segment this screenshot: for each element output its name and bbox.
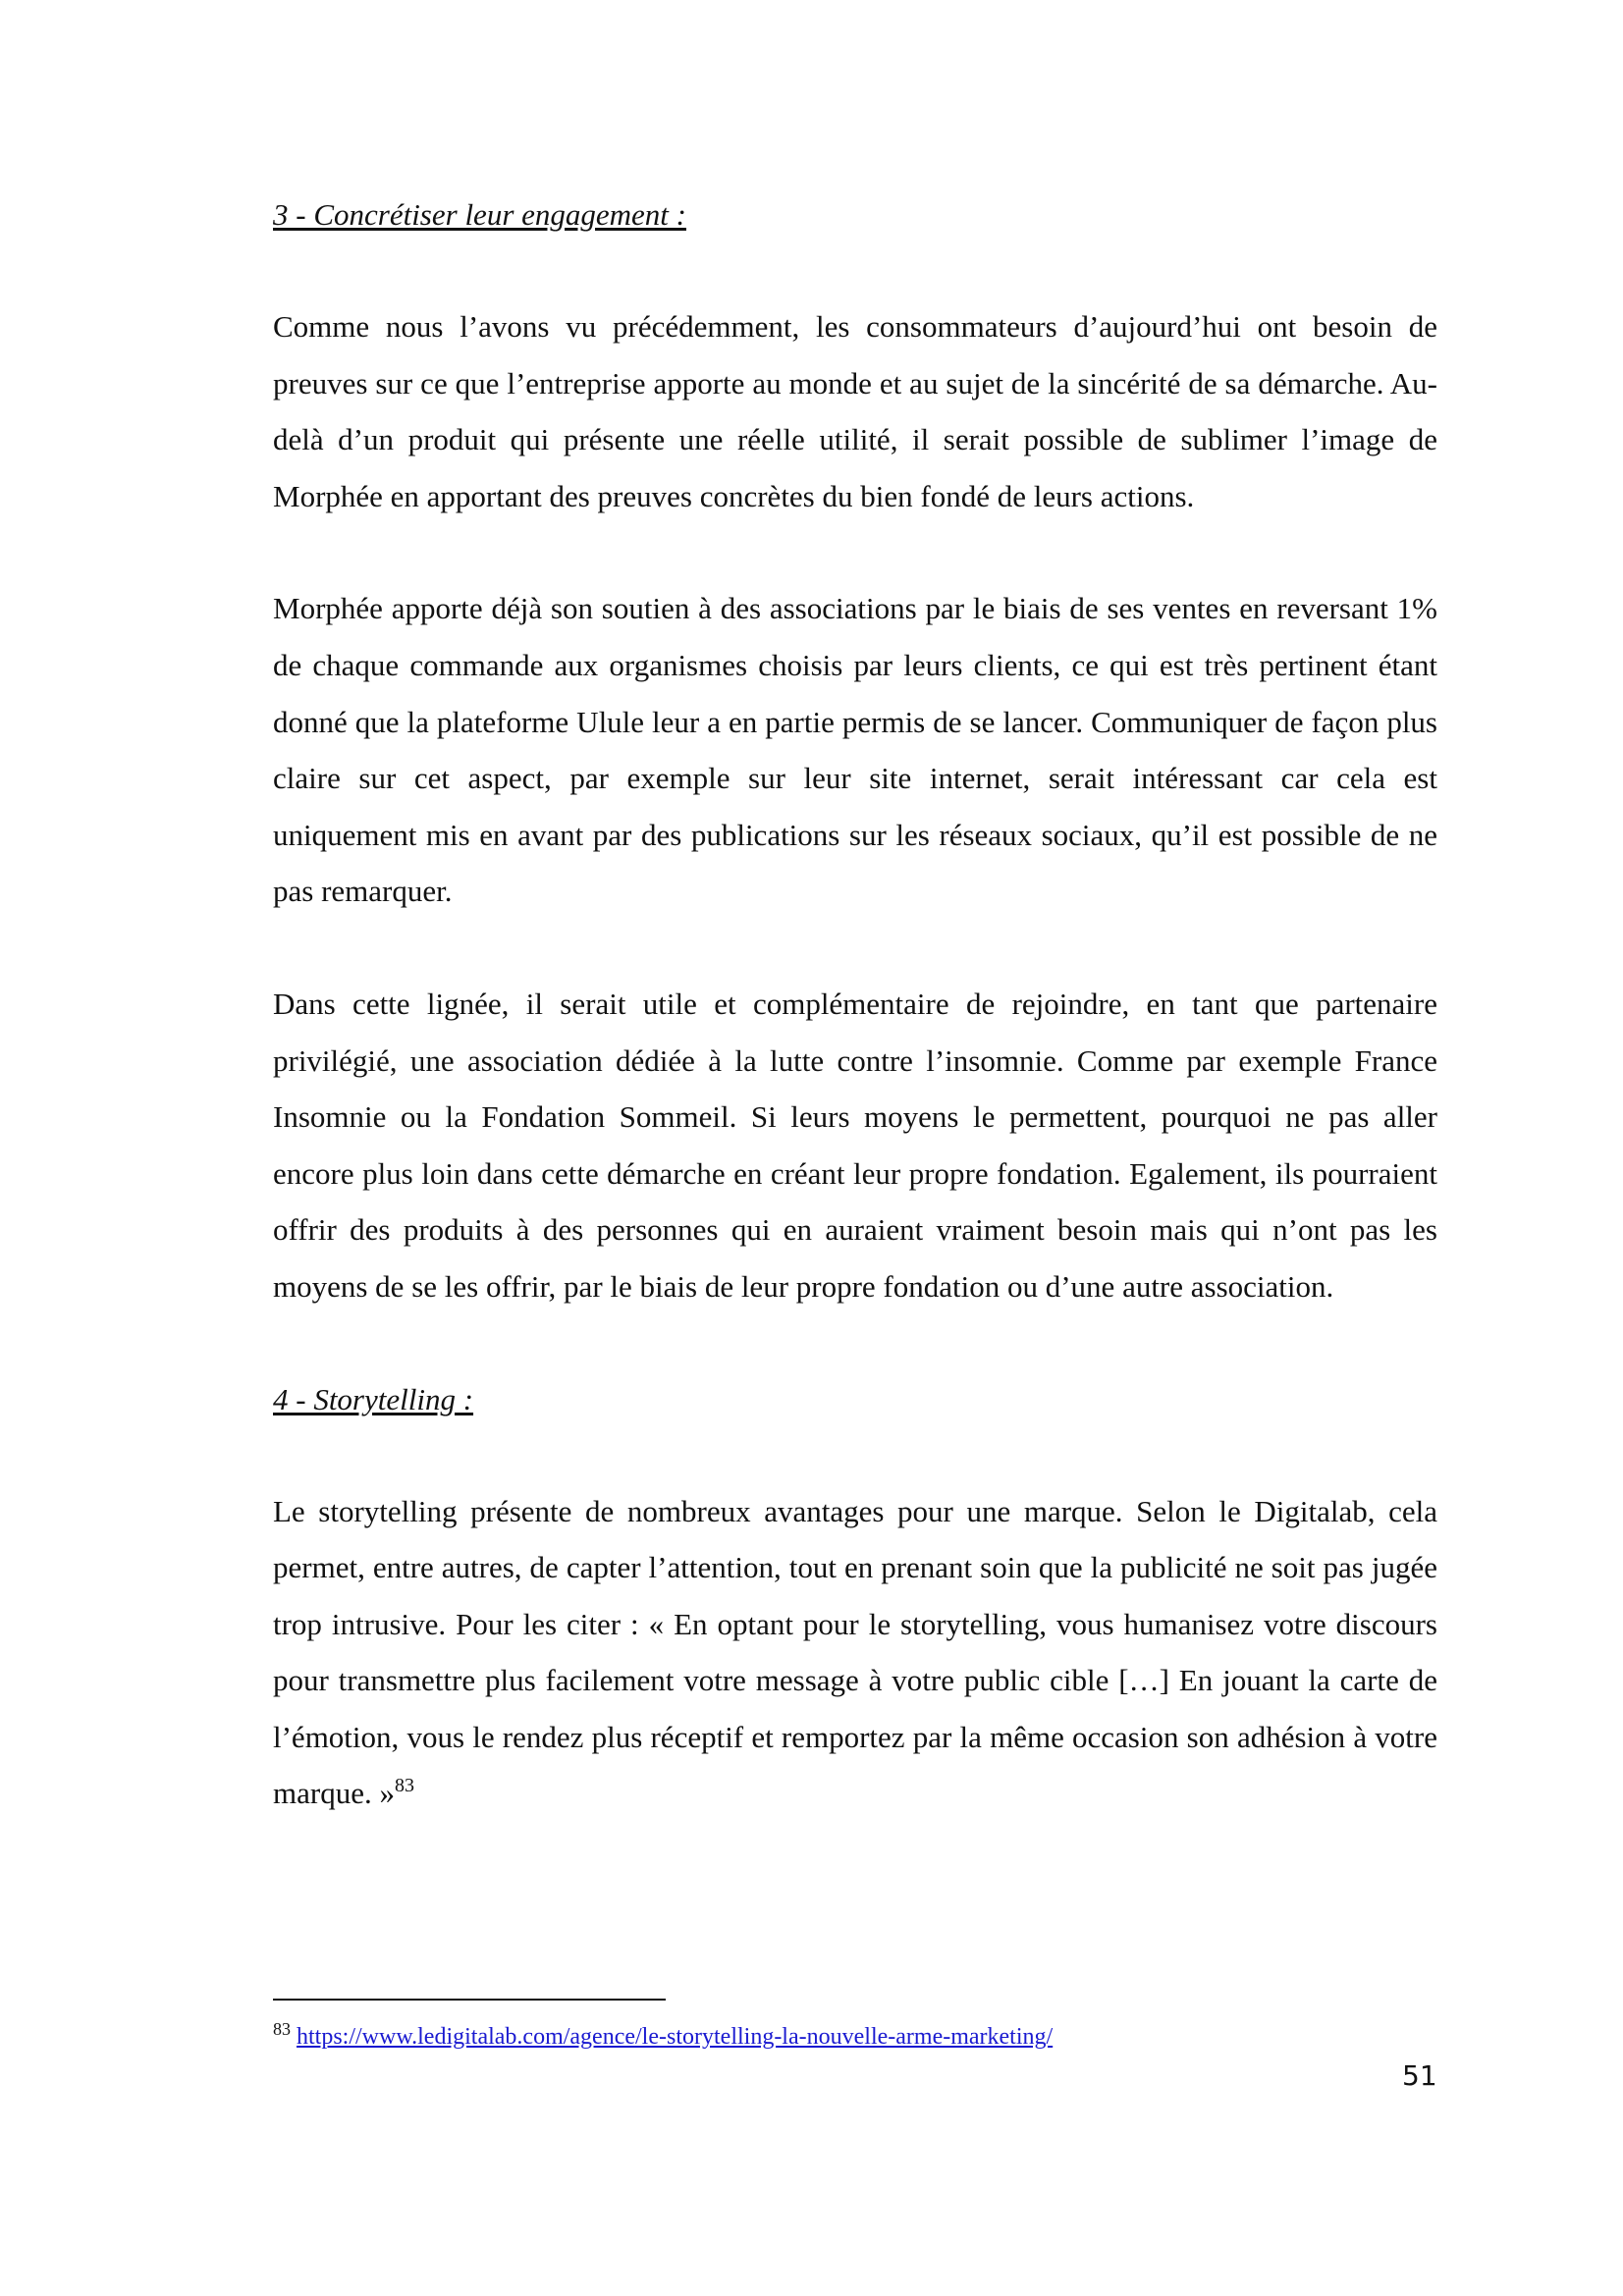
section-heading-storytelling: 4 - Storytelling : — [273, 1381, 474, 1416]
footnote-number: 83 — [273, 2019, 291, 2039]
footnote-link[interactable]: https://www.ledigitalab.com/agence/le-storytelling-la-nouvelle-arme-marketing/ — [297, 2024, 1054, 2050]
footnote-divider — [273, 1999, 666, 2001]
footnote-reference[interactable]: 83 — [394, 1775, 414, 1797]
paragraph: Comme nous l’avons vu précédemment, les consommateurs d’aujourd’hui ont besoin de preuves sur ce que l’entreprise apporte au monde et au sujet de la sincérité de sa démarche. Au-delà d’un produit qui présente une réelle utilité, il serait possible de sublimer l’image de Morphée en apportant des preuves concrètes du bien fondé de leurs actions. — [273, 309, 1437, 513]
footnote — [273, 2019, 1054, 2052]
paragraph-storytelling — [273, 1483, 1437, 1823]
page-number: 51 — [1402, 2059, 1437, 2092]
section-heading-concretiser: 3 - Concrétiser leur engagement : — [273, 197, 686, 232]
paragraph: Morphée apporte déjà son soutien à des associations par le biais de ses ventes en reversant 1% de chaque commande aux organismes choisis par leurs clients, ce qui est très pertinent étant donné que la plateforme Ulule leur a en partie permis de se lancer. Communiquer de façon plus claire sur cet aspect, par exemple sur leur site internet, serait intéressant car cela est uniquement mis en avant par des publications sur les réseaux sociaux, qu’il est possible de ne pas remarquer. — [273, 591, 1437, 909]
page-body — [273, 187, 1437, 1822]
paragraph-text: Le storytelling présente de nombreux avantages pour une marque. Selon le Digitalab, cela permet, entre autres, de capter l’attention, tout en prenant soin que la publicité ne soit pas jugée trop intrusive. Pour les citer : « En optant pour le storytelling, vous humanisez votre discours pour transmettre plus facilement votre message à votre public cible […] En jouant la carte de l’émotion, vous le rendez plus réceptif et remportez par la même occasion son adhésion à votre marque. » — [273, 1493, 1437, 1811]
paragraph: Dans cette lignée, il serait utile et complémentaire de rejoindre, en tant que partenaire privilégié, une association dédiée à la lutte contre l’insomnie. Comme par exemple France Insomnie ou la Fondation Sommeil. Si leurs moyens le permettent, pourquoi ne pas aller encore plus loin dans cette démarche en créant leur propre fondation. Egalement, ils pourraient offrir des produits à des personnes qui en auraient vraiment besoin mais qui n’ont pas les moyens de se les offrir, par le biais de leur propre fondation ou d’une autre association. — [273, 986, 1437, 1304]
